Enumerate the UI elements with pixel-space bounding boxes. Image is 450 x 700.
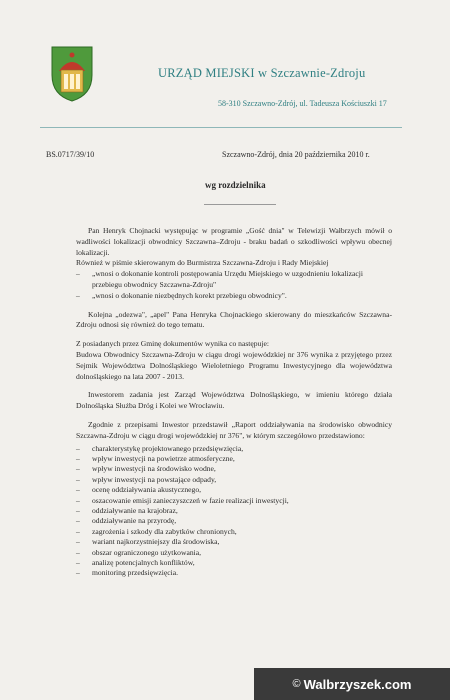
heading-underline: [204, 204, 276, 205]
report-items-list: [76, 444, 392, 579]
text-line: Pan Henryk Chojnacki występując w programie „Gość dnia" w Telewizji Wałbrzych: [88, 226, 362, 235]
list-item: – analizę potencjalnych konfliktów,: [76, 558, 392, 568]
watermark-badge: [254, 668, 450, 700]
letterhead-divider: [40, 127, 402, 128]
text-line: Z posiadanych przez Gminę dokumentów wynika co następuje:: [76, 339, 269, 349]
list-item: – wpływ inwestycji na środowisko wodne,: [76, 464, 392, 474]
paragraph-appeal: Kolejna „odezwa", „apel" Pana Henryka Chojnackiego skierowany do mieszkańców Szczawna-Zdroju odnosi się również do tego tematu.: [76, 309, 392, 330]
list-item: – wpływ inwestycji na powietrze atmosferyczne,: [76, 454, 392, 464]
list-item: – monitoring przedsięwzięcia.: [76, 568, 392, 578]
list-item: – obszar ograniczonego użytkowania,: [76, 548, 392, 558]
paragraph-investor: Inwestorem zadania jest Zarząd Województwa Dolnośląskiego, w imieniu którego działa Dolnośląska Służba Dróg i Kolei we Wrocławiu.: [76, 390, 392, 411]
copyright-icon: ©: [292, 678, 301, 690]
paragraph-report: Zgodnie z przepisami Inwestor przedstawił „Raport oddziaływania na środowisko obwodnicy Szczawna-Zdroju w ciągu drogi wojewódzkiej nr 376", w którym szczegółowo przedstawiono:: [76, 419, 392, 440]
text-line: mówił o wadliwości lokalizacji obwodnicy Szczawna–Zdroju - braku badań o szkodliwości: [76, 226, 393, 246]
list-item: – charakterystykę projektowanego przedsięwzięcia,: [76, 444, 392, 454]
text-line: Również w piśmie skierowanym do Burmistrza Szczawna-Zdroju i Rady Miejskiej: [76, 258, 329, 268]
list-item: – „wnosi o dokonanie niezbędnych korekt przebiegu obwodnicy".: [76, 291, 392, 302]
text-line: wpływu obecnej lokalizacji.: [76, 236, 392, 257]
addressee-heading: wg rozdzielnika: [205, 180, 266, 190]
paragraph-documents: [76, 339, 392, 382]
coat-of-arms-icon: [50, 45, 94, 103]
list-item: – oszacowanie emisji zanieczyszczeń w fazie realizacji inwestycji,: [76, 496, 392, 506]
office-name: URZĄD MIEJSKI w Szczawnie-Zdroju: [158, 66, 366, 80]
list-item: – wariant najkorzystniejszy dla środowiska,: [76, 537, 392, 547]
text-line: Budowa Obwodnicy Szczawna-Zdroju w ciągu drogi wojewódzkiej nr 376 wynika z przyjętego przez Sejmik Województwa Dolnośląskiego Wieloletniego Programu Inwestycyjnego dla województwa dolnośląskiego na lata 2007 - 2013.: [76, 349, 392, 381]
list-item: – oddziaływanie na przyrodę,: [76, 516, 392, 526]
list-item: – zagrożenia i szkody dla zabytków chronionych,: [76, 527, 392, 537]
list-item: – wpływ inwestycji na powstające odpady,: [76, 475, 392, 485]
list-item: – oddziaływanie na krajobraz,: [76, 506, 392, 516]
office-address: 58-310 Szczawno-Zdrój, ul. Tadeusza Kościuszki 17: [218, 99, 387, 108]
list-item: – ocenę oddziaływania akustycznego,: [76, 485, 392, 495]
watermark-text: Walbrzyszek.com: [303, 676, 412, 692]
paragraph-intro: [76, 226, 392, 269]
dateline: Szczawno-Zdrój, dnia 20 października 2010 r.: [222, 150, 370, 159]
letter-body: [76, 226, 392, 587]
reference-number: BS.0717/39/10: [46, 150, 95, 159]
list-item: – „wnosi o dokonanie kontroli postępowania Urzędu Miejskiego w uzgodnieniu lokalizacji przebiegu obwodnicy Szczawna-Zdroju": [76, 269, 392, 291]
request-list: [76, 269, 392, 301]
